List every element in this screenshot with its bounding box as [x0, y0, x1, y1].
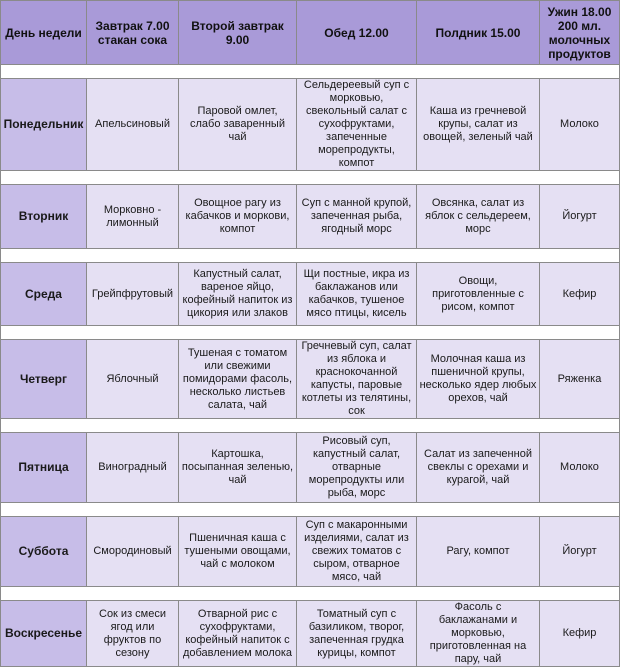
day-cell: Воскресенье — [1, 601, 87, 667]
header-day: День недели — [1, 1, 87, 65]
second-breakfast-cell: Паровой омлет, слабо заваренный чай — [179, 79, 297, 171]
table-row — [1, 185, 620, 249]
day-cell: Четверг — [1, 340, 87, 419]
snack-cell: Рагу, компот — [417, 517, 540, 587]
spacer-row — [1, 419, 620, 433]
lunch-cell: Сельдереевый суп с морковью, свекольный салат с сухофруктами, запеченные морепродукты, компот — [297, 79, 417, 171]
breakfast-cell: Морковно - лимонный — [87, 185, 179, 249]
spacer-row — [1, 249, 620, 263]
header-row — [1, 1, 620, 65]
snack-cell: Овсянка, салат из яблок с сельдереем, морс — [417, 185, 540, 249]
lunch-cell: Томатный суп с базиликом, творог, запеченная грудка курицы, компот — [297, 601, 417, 667]
dinner-cell: Ряженка — [540, 340, 620, 419]
second-breakfast-cell: Овощное рагу из кабачков и моркови, компот — [179, 185, 297, 249]
lunch-cell: Гречневый суп, салат из яблока и краснокочанной капусты, паровые котлеты из телятины, сок — [297, 340, 417, 419]
breakfast-cell: Виноградный — [87, 433, 179, 503]
dinner-cell: Йогурт — [540, 517, 620, 587]
dinner-cell: Молоко — [540, 433, 620, 503]
table-row — [1, 263, 620, 326]
day-cell: Среда — [1, 263, 87, 326]
snack-cell: Салат из запеченной свеклы с орехами и курагой, чай — [417, 433, 540, 503]
table-row — [1, 601, 620, 667]
breakfast-cell: Сок из смеси ягод или фруктов по сезону — [87, 601, 179, 667]
second-breakfast-cell: Капустный салат, вареное яйцо, кофейный напиток из цикория или злаков — [179, 263, 297, 326]
header-dinner: Ужин 18.00 200 мл. молочных продуктов — [540, 1, 620, 65]
spacer-row — [1, 587, 620, 601]
day-cell: Суббота — [1, 517, 87, 587]
header-second-breakfast: Второй завтрак 9.00 — [179, 1, 297, 65]
day-cell: Понедельник — [1, 79, 87, 171]
lunch-cell: Суп с манной крупой, запеченная рыба, ягодный морс — [297, 185, 417, 249]
spacer-row — [1, 326, 620, 340]
snack-cell: Фасоль с баклажанами и морковью, приготовленная на пару, чай — [417, 601, 540, 667]
second-breakfast-cell: Пшеничная каша с тушеными овощами, чай с молоком — [179, 517, 297, 587]
header-snack: Полдник 15.00 — [417, 1, 540, 65]
table-row — [1, 79, 620, 171]
snack-cell: Молочная каша из пшеничной крупы, несколько ядер любых орехов, чай — [417, 340, 540, 419]
day-cell: Вторник — [1, 185, 87, 249]
header-breakfast: Завтрак 7.00 стакан сока — [87, 1, 179, 65]
breakfast-cell: Яблочный — [87, 340, 179, 419]
table-row — [1, 340, 620, 419]
snack-cell: Овощи, приготовленные с рисом, компот — [417, 263, 540, 326]
dinner-cell: Йогурт — [540, 185, 620, 249]
second-breakfast-cell: Тушеная с томатом или свежими помидорами фасоль, несколько листьев салата, чай — [179, 340, 297, 419]
lunch-cell: Рисовый суп, капустный салат, отварные морепродукты или рыба, морс — [297, 433, 417, 503]
snack-cell: Каша из гречневой крупы, салат из овощей, зеленый чай — [417, 79, 540, 171]
dinner-cell: Молоко — [540, 79, 620, 171]
day-cell: Пятница — [1, 433, 87, 503]
dinner-cell: Кефир — [540, 263, 620, 326]
second-breakfast-cell: Отварной рис с сухофруктами, кофейный напиток с добавлением молока — [179, 601, 297, 667]
spacer-row — [1, 171, 620, 185]
second-breakfast-cell: Картошка, посыпанная зеленью, чай — [179, 433, 297, 503]
spacer-row — [1, 503, 620, 517]
lunch-cell: Суп с макаронными изделиями, салат из свежих томатов с сыром, отварное мясо, чай — [297, 517, 417, 587]
lunch-cell: Щи постные, икра из баклажанов или кабачков, тушеное мясо птицы, кисель — [297, 263, 417, 326]
header-lunch: Обед 12.00 — [297, 1, 417, 65]
breakfast-cell: Смородиновый — [87, 517, 179, 587]
spacer-row — [1, 65, 620, 79]
table-row — [1, 433, 620, 503]
breakfast-cell: Апельсиновый — [87, 79, 179, 171]
breakfast-cell: Грейпфрутовый — [87, 263, 179, 326]
table-row — [1, 517, 620, 587]
dinner-cell: Кефир — [540, 601, 620, 667]
